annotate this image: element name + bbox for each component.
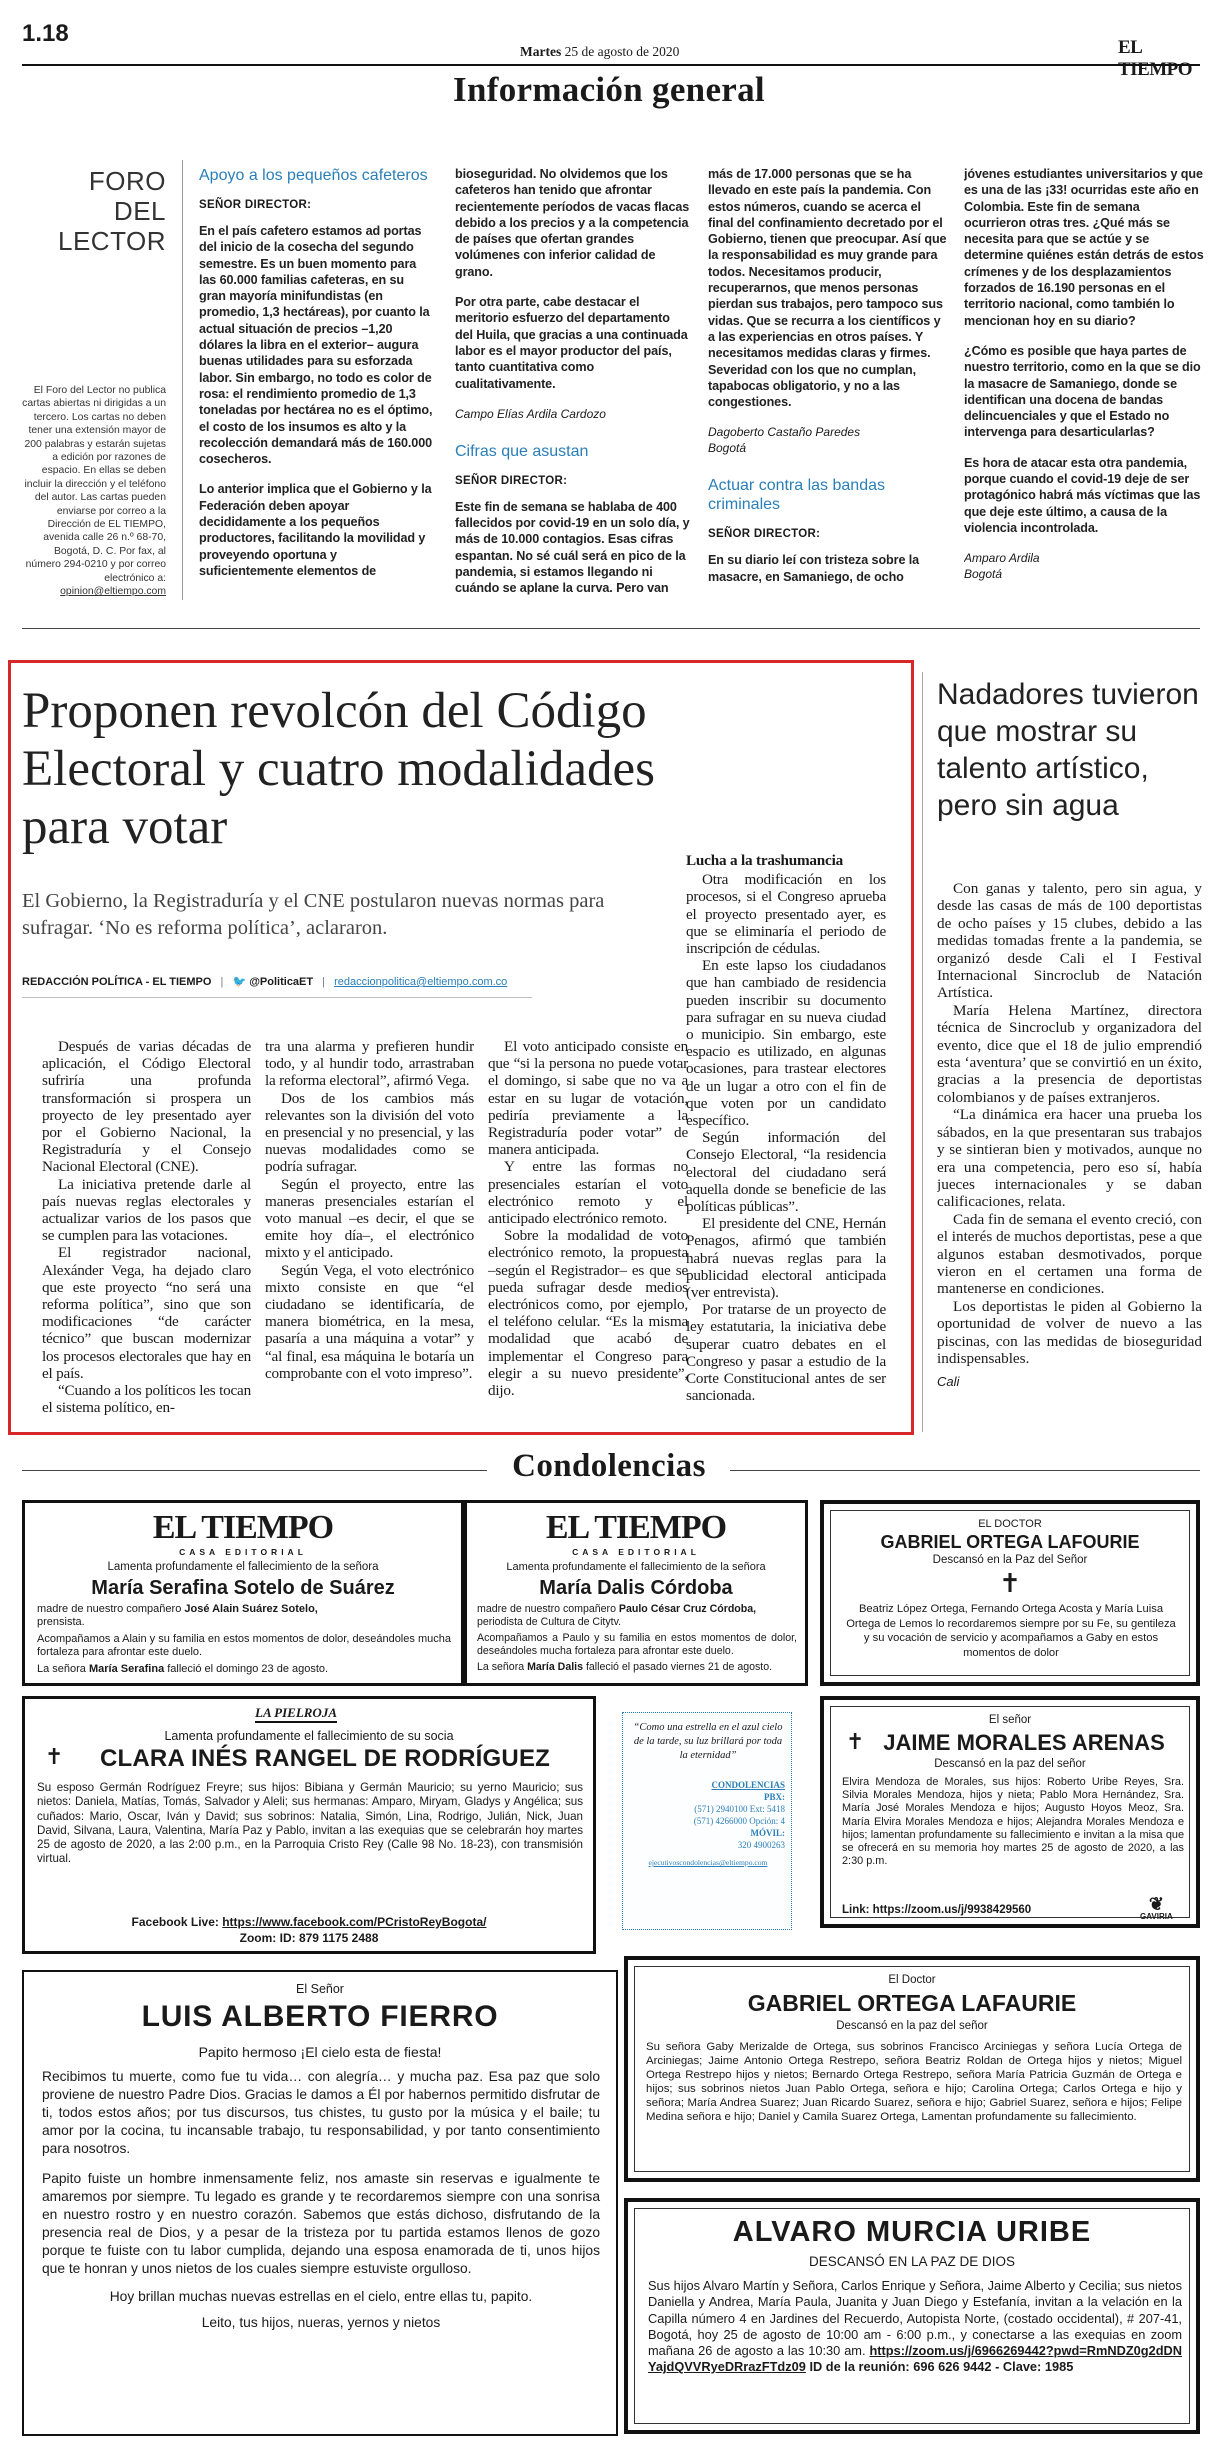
obituary-paragraph: Papito fuiste un hombre inmensamente feliz, nos amaste sin reservas e igualmente te amaremos por siempre. Tu legado es grande y te recordaremos siempre con una sonrisa en nuestro rostro y en nuestro corazón. Sabemos que estás dichoso, disfrutando de la presencia real de Dios, y a pesar de la tristeza por tu partida estamos llenos de gozo porque te fuiste con tu labor cumplida, dejando una esposa enamorada de ti, unos hijos que te honran y unos nietos de los cuales siempre estuviste orgulloso. [42,2171,600,2276]
letter-heading: Apoyo a los pequeños cafeteros [199,167,428,184]
issue-date [520,44,679,60]
letters-col-2 [455,166,691,606]
article-col-4 [686,852,886,1424]
letter-paragraph: Por otra parte, cabe destacar el meritorio esfuerzo del departamento del Huila, que gracias a una continuada labor es el mayor productor del país, tanto cuantitativa como cualitativamente. [455,295,688,391]
relative-name: Paulo César Cruz Córdoba, [618,1603,757,1615]
letters-bottom-rule [22,628,1200,629]
obituary-line: Acompañamos a Paulo y su familia en estos momentos de dolor, deseándoles mucha fortaleza para afrontar este duelo. [477,1632,797,1657]
text: madre de nuestro compañero [477,1603,619,1615]
obituary-name: LUIS ALBERTO FIERRO [141,2000,499,2033]
obituary-name: ALVARO MURCIA URIBE [732,2216,1092,2248]
letter-salutation: SEÑOR DIRECTOR: [199,199,312,211]
foro-note [18,384,166,599]
obituary-box-luis [22,1970,618,2436]
letter-paragraph: En el país cafetero estamos ad portas del inicio de la cosecha del segundo semestre. Es un buen momento para las 60.000 familias cafeteras, en su gran mayoría minifundistas (en promedio, 1,3 hectáreas), por cuanto la actual situación de precios –1,20 dólares la libra en el exterior– augura buenas utilidades para su esforzada labor. Sin embargo, no todo es color de rosa: el rendimiento promedio de 1,3 toneladas por hectárea no es el óptimo, el costo de los insumos es alto y la recolección demandará más de 160.000 cosecheros. [199,224,433,467]
foro-email[interactable]: opinion@eltiempo.com [60,586,166,598]
article-paragraph: El voto anticipado consiste en que “si la persona no puede votar el domingo, si sabe que no va a estar en su lugar de votación, pediría previamente a la Registraduría poder votar” de manera anticipada. [488,1038,688,1159]
el-tiempo-logo: EL TIEMPO [152,1509,334,1546]
obituary-body [648,2278,1182,2376]
obituary-name: María Serafina Sotelo de Suárez [91,1577,395,1599]
side-paragraph: Los deportistas le piden al Gobierno la oportunidad de volver de nuevo a las piscinas, con las medidas de bioseguridad indispensables. [937,1297,1202,1367]
obituary-box-clara [22,1696,596,1954]
article-paragraph: El presidente del CNE, Hernán Penagos, afirmó que también habrá nuevas reglas para la publicidad electoral anticipada (ver entrevista). [686,1215,886,1302]
side-headline: Nadadores tuvieron que mostrar su talento artístico, pero sin agua [937,678,1199,822]
side-divider [922,672,923,1432]
foro-title: FORO DEL LECTOR [58,166,166,256]
article-paragraph: En este lapso los ciudadanos que han cambiado de residencia pueden inscribir su documento para sufragar en su nueva ciudad o municipio. Sin embargo, este espacio es utilizado, en algunas ocasiones, para trastear electores de un lugar a otro con el fin de que voten por un candidato específico. [686,957,886,1130]
obituary-line [477,1661,797,1674]
letter-heading: Actuar contra las bandas criminales [708,477,885,514]
obituary-line: Acompañamos a Alain y su familia en estos momentos de dolor, deseándoles mucha fortaleza para afrontar este duelo. [37,1633,451,1658]
cross-icon: ✝ [999,1569,1021,1599]
foro-note-text: El Foro del Lector no publica cartas abiertas ni dirigidas a un tercero. Los cartas no deben tener una extensión mayor de 200 palabras y estarán sujetas a edición por razones de espacio. En ellas se deben incluir la dirección y el teléfono del autor. Las cartas pueden enviarse por correo a la Dirección de EL TIEMPO, avenida calle 26 n.º 68-70, Bogotá, D. C. Por fax, al número 294-0210 y por correo electrónico a: [22,385,166,584]
obituary-body [477,1603,797,1674]
obituary-box-ortega-1 [820,1500,1200,1686]
twitter-icon: 🐦 [232,976,247,988]
obituary-body: Su señora Gaby Merizalde de Ortega, sus sobrinos Francisco Arciniegas y señora Lucía Ortega de Arciniegas; Jaime Antonio Ortega Restrepo, señora Beatriz Roldan de Ortega hijos y nietos; Miguel Ortega Restrepo hijos y nietos; Bernardo Ortega Restrepo, señora María Patricia Guzmán de Ortega e hijos; sus sobrinos nietos Juan Pablo Ortega, señora e hijo; Carolina Ortega; Carlos Ortega e hijo y señora; María Andrea Suarez; Juan Ricardo Suarez, señora e hijo; Gabriel Suarez, señora e hijos; Felipe Medina señora e hijo; Daniel y Camila Suarez Ortega, Lamentan profundamente su fallecimiento. [646,2041,1182,2123]
zoom-id: Zoom: ID: 879 1175 2488 [239,1931,379,1945]
obituary-subtitle: Descansó en la Paz del Señor [932,1554,1088,1566]
article-headline: Proponen revolcón del Código Electoral y cuatro modalidades para votar [22,683,655,855]
obituary-name: María Dalis Córdoba [539,1577,733,1599]
article-paragraph: Y entre las formas no presenciales estarían el voto electrónico remoto y el anticipado electrónico remoto. [488,1158,688,1228]
letter-heading: Cifras que asustan [455,442,589,460]
meeting-id: ID de la reunión: 696 626 9442 - Clave: 1985 [805,2359,1074,2375]
obituary-subtitle: DESCANSÓ EN LA PAZ DE DIOS [808,2254,1016,2269]
letter-signature: Campo Elías Ardila Cardozo [455,406,606,421]
letter-paragraph: ¿Cómo es posible que haya partes de nuestro territorio, como en la que se dio la masacre de Samaniego, donde se identifican una docena de bandas delincuenciales y que el Estado no intervenga para desarticularlas? [964,343,1201,440]
article-paragraph: Según el proyecto, entre las maneras presenciales estarían el voto manual –es decir, el que se emite hoy día–, el electrónico mixto y el anticipado. [265,1175,474,1262]
obituary-body: Elvira Mendoza de Morales, sus hijos: Roberto Uribe Reyes, Sra. Silvia Morales Mendoza, hijos y nieta; Pablo Mora Hernández, Sra. María José Morales Mendoza e hijos; Augusto Hoyos Meoz, Sra. María Elvira Morales Mendoza e hijos; Alejandra Morales Mendoza e hijos; lamentan profundamente su fallecimiento e invitan a la misa que se ofrecerá en su memoria hoy martes 25 de agosto de 2020, a las 2:30 p.m. [842,1776,1184,1868]
ad-pbx-label: PBX: [764,1792,785,1802]
byline-text: REDACCIÓN POLÍTICA - EL TIEMPO [22,976,212,988]
obituary-lamenta: Lamenta profundamente el fallecimiento de la señora [107,1561,379,1573]
side-body [937,880,1202,1420]
deceased-name: María Serafina [88,1663,165,1675]
byline-email[interactable]: redaccionpolitica@eltiempo.com.co [334,976,508,988]
obituary-subtitle: Papito hermoso ¡El cielo esta de fiesta! [198,2044,442,2060]
facebook-label: Facebook Live: [131,1915,223,1929]
obituary-body [42,2068,600,2332]
text: La señora [477,1661,528,1673]
obituary-subtitle: Descansó en la paz del señor [934,1758,1086,1770]
letter-salutation: SEÑOR DIRECTOR: [455,474,568,487]
condolencias-rule-right [730,1470,1200,1471]
gaviria-text: GAVIRIA [1140,1912,1173,1921]
obituary-box-ortega-2 [624,1956,1200,2182]
letter-city: Bogotá [964,567,1003,582]
ad-title: CONDOLENCIAS [711,1780,785,1790]
article-paragraph: Sobre la modalidad de voto electrónico remoto, la propuesta –según el Registrador– es que se pueda sufragar desde medios electrónicos como, por ejemplo, el teléfono celular. “Es la misma modalidad que acabó de implementar el Congreso para elegir a su nuevo presidente”, dijo. [488,1227,688,1400]
cross-icon: ✝ [45,1745,64,1770]
letters-col-3 [708,166,948,606]
byline-twitter[interactable]: @PoliticaET [249,976,314,988]
obituary-signature: Leito, tus hijos, nueras, yernos y nietos [201,2315,441,2330]
letter-paragraph: En su diario leí con tristeza sobre la masacre, en Samaniego, de ocho [708,553,920,584]
date-rest: 25 de agosto de 2020 [564,44,680,59]
side-paragraph: María Helena Martínez, directora técnica de Sincroclub y organizadora del evento, dice que el 18 de julio emprendió esta ‘aventura’ que se convirtió en un éxito, gracias a la presencia de deportistas colombianos y de países extranjeros. [937,1001,1202,1106]
obituary-box-alvaro [624,2198,1200,2434]
zoom-link[interactable]: https://zoom.us/j/6966269442?pwd=RmNDZ0g2dDNYajdQVVRyeDRrazFTdz09 [648,2343,1182,2375]
gaviria-logo [1140,1896,1173,1921]
side-paragraph: “La dinámica era hacer una prueba los sábados, en la que presentaran sus trabajos y se sintieran bien y motivados, aunque no era una competencia, pero eso sí, había jueces internacionales y se daban calificaciones, relata. [937,1106,1202,1211]
condolencias-ad-box [622,1712,792,1930]
letter-paragraph: Este fin de semana se hablaba de 400 fallecidos por covid-19 en un solo día, y más de 10.000 contagios. Esas cifras espantan. No sé cuál será en pico de la pandemia, si estamos llegando ni cuándo se aplane la curva. Pero van [455,499,690,596]
ad-mobile-label: MÓVIL: [750,1828,785,1838]
side-paragraph: Cada fin de semana el evento creció, con el interés de muchos deportistas, pese a que algunos estaban desmotivados, porque vieron en el certamen una forma de mantenerse en condiciones. [937,1210,1202,1298]
obituary-subtitle: Descansó en la paz del señor [836,2020,988,2032]
letter-paragraph: Lo anterior implica que el Gobierno y la Federación deben apoyar decididamente a los pequeños productores, facilitando la movilidad y proveyendo oportuna y suficientemente elementos de [199,482,432,578]
article-col-1 [42,1038,251,1423]
article-paragraph: tra una alarma y prefieren hundir todo, y al hundir todo, arrastraban la reforma electoral”, afirmó Vega. [265,1038,474,1090]
ad-phone[interactable]: (571) 2940100 Ext: 5418 [694,1804,785,1814]
obituary-line [37,1663,451,1676]
obituary-body: Beatriz López Ortega, Fernando Ortega Acosta y María Luisa Ortega de Lemos lo recordaremos siempre por su Fe, su gentileza y su vocación de servicio y acompañamos a Gaby en estos momentos de dolor [846,1603,1176,1659]
side-city: Cali [937,1374,960,1390]
article-paragraph: Según información del Consejo Electoral, “la residencia electoral del ciudadano será aquella donde se beneficie de las políticas públicas”. [686,1129,886,1216]
obituary-text: Sus hijos Alvaro Martín y Señora, Carlos Enrique y Señora, Jaime Alberto y Cecilia; sus nietos Daniella y Andrea, María Paula, Juanita y Juan Diego y Estefanía, invitan a la velación en la Capilla número 4 en Jardines del Recuerdo, Autopista Norte, (costado occidental), # 207-41, Bogotá, hoy 25 de agosto de 10:00 am - 6:00 p.m., y conectarse a las exequias en zoom mañana 26 de agosto a las 10:30 am. [648,2278,1182,2359]
article-col-3 [488,1038,688,1423]
obituary-name: GABRIEL ORTEGA LAFOURIE [880,1532,1140,1552]
deceased-name: María Dalis [527,1661,584,1673]
ad-quote: “Como una estrella en el azul cielo de la tarde, su luz brillará por toda la eternidad” [633,1722,783,1761]
facebook-link[interactable]: https://www.facebook.com/PCristoReyBogota/ [222,1915,487,1929]
article-paragraph: “Cuando a los políticos les tocan el sistema político, en- [42,1382,251,1417]
obituary-line: prensista. [37,1616,85,1628]
el-tiempo-logo: EL TIEMPO [545,1509,727,1546]
section-title: Información general [453,70,765,109]
article-paragraph: Por tratarse de un proyecto de ley estatutaria, la iniciativa debe superar cuatro debates en el Congreso y pasar a estudio de la Corte Constitucional antes de ser sancionada. [686,1301,886,1405]
letters-col-1 [199,166,433,606]
letter-salutation: SEÑOR DIRECTOR: [708,528,821,541]
gaviria-icon: ❦ [1148,1894,1164,1914]
letter-paragraph: jóvenes estudiantes universitarios y que es una de las ¡33! ocurridas este año en Colombia. Este fin de semana ocurrieron otras tres. ¿Qué más se necesita para que se actúe y se determine quiénes están detrás de estos crímenes y de los desplazamientos forzados de 16.190 personas en el territorio nacional, como también lo mencionan hoy en su diario? [964,167,1204,328]
text: falleció el pasado viernes 21 de agosto. [583,1661,773,1673]
obituary-paragraph: Recibimos tu muerte, como fue tu vida… con alegría… y mucha paz. Esa paz que solo proviene de nuestro Padre Dios. Gracias le damos a Él por habernos permitido disfrutar de ti, todos estos años; por tus discursos, tus chistes, tu gusto por la música y el baile; tu amor por la cocina, tu incansable trabajo, tu responsabilidad, y por tanto consentimiento para nosotros. [42,2069,600,2156]
obituary-box-jaime [820,1696,1200,1928]
text: La señora [37,1663,89,1675]
ad-phone[interactable]: (571) 4266000 Opción: 4 [693,1816,785,1826]
obituary-body: Su esposo Germán Rodríguez Freyre; sus hijos: Bibiana y Germán Mauricio; su yerno Mauricio; sus nietos: Daniela, Matías, Tomás, Salvador y Aleli; sus hermanas: Amparo, Miryam, Gladys y Angélica; sus cuñados: Mario, Oscar, Iván y David; sus sobrinos: Natalia, Simón, Lina, Rodrigo, Julián, Nick, Juan David, Silvana, Laura, Valentina, María Paz y Pablo, invitan a las exequias que se celebrarán hoy martes 25 de agosto de 2020, a las 2:00 p.m., en la Parroquia Cristo Rey (Calle 98 No. 18-23), con transmisión virtual. [37,1781,583,1866]
obituary-title-prefix: El señor [988,1714,1032,1726]
letter-city: Bogotá [708,441,747,456]
article-deck: El Gobierno, la Registraduría y el CNE postularon nuevas normas para sufragar. ‘No es reforma política’, aclararon. [22,890,605,939]
obituary-box-serafina [22,1500,464,1686]
article-paragraph: Después de varias décadas de aplicación, el Código Electoral sufriría una profunda transformación si prospera un proyecto de ley presentado ayer por el Gobierno Nacional, la Registraduría y el Consejo Nacional Electoral (CNE). [42,1038,251,1176]
cross-icon: ✝ [846,1730,865,1755]
article-col-2 [265,1038,474,1423]
obituary-name: CLARA INÉS RANGEL DE RODRÍGUEZ [99,1745,551,1772]
letter-paragraph: más de 17.000 personas que se ha llevado en este país la pandemia. Con estos números, cuando se acerca el final del confinamiento decretado por el Gobierno, tienen que preocupar. Así que la responsabilidad es muy grande para todos. Necesitamos producir, recuperarnos, que menos personas pierdan sus trabajos, pero tampoco sus vidas. Que se recurra a los científicos y a las experiencias en otros países. Y necesitamos medidas claras y firmes. Severidad con los que no cumplan, tapabocas obligatorio, y no a las congestiones. [708,167,947,410]
obituary-body [37,1603,451,1676]
article-paragraph: Dos de los cambios más relevantes son la división del voto en presencial y no presencial, y las nuevas modalidades como se podría sufragar. [265,1089,474,1176]
article-paragraph: El registrador nacional, Alexánder Vega, ha dejado claro que este proyecto “no será una reforma política”, sino que son modificaciones “de carácter técnico” que buscan modernizar los procesos electorales que hay en el país. [42,1244,251,1382]
article-byline: REDACCIÓN POLÍTICA - EL TIEMPO | 🐦 @PoliticaET | redaccionpolitica@eltiempo.com.co [22,976,508,988]
obituary-line [477,1603,797,1616]
obituary-name: JAIME MORALES ARENAS [883,1730,1165,1755]
letters-col-4 [964,166,1204,606]
obituary-title-prefix: El Doctor [888,1974,936,1986]
obituary-lamenta: Lamenta profundamente el fallecimiento de su socia [164,1729,454,1743]
facebook-line [25,1915,593,1929]
obituary-lamenta: Lamenta profundamente el fallecimiento de la señora [506,1561,766,1573]
obituary-box-dalis [464,1500,808,1686]
obituary-line: periodista de Cultura de Citytv. [477,1616,622,1628]
obituary-line [37,1603,451,1616]
zoom-link[interactable]: Link: https://zoom.us/j/9938429560 [842,1904,1032,1916]
condolencias-title: Condolencias [512,1448,706,1484]
ad-contact [631,1779,785,1869]
article-paragraph: Otra modificación en los procesos, si el Congreso aprueba el proyecto presentado ayer, es que se eliminaría el periodo de inscripción de cédulas. [686,871,886,958]
header-rule [22,64,1200,66]
page-number: 1.18 [22,20,69,47]
foro-divider [182,160,183,600]
byline-rule [22,997,532,998]
masthead-logo: EL TIEMPO [1118,37,1193,80]
la-pielroja-logo: LA PIELROJA [255,1705,337,1723]
ad-mobile[interactable]: 320 4900263 [737,1840,785,1850]
letter-paragraph: bioseguridad. No olvidemos que los cafeteros han tenido que afrontar recientemente períodos de vacas flacas debido a los precios y a la competencia de países que ofertan grandes volúmenes con inferior calidad de grano. [455,167,690,279]
obituary-title-prefix: El Señor [296,1982,344,1996]
logo-subtitle: CASA EDITORIAL [572,1547,700,1557]
ad-email[interactable]: ejecutivoscondolencias@eltiempo.com [648,1858,768,1867]
logo-subtitle: CASA EDITORIAL [179,1547,307,1557]
obituary-title-prefix: EL DOCTOR [978,1518,1042,1530]
letter-signature: Dagoberto Castaño Paredes [708,425,861,440]
letter-signature: Amparo Ardila [964,551,1040,566]
article-paragraph: La iniciativa pretende darle al país nuevas reglas electorales y actualizar varios de los pasos que se cumplen para las votaciones. [42,1175,251,1245]
obituary-paragraph: Hoy brillan muchas nuevas estrellas en el cielo, entre ellas tu, papito. [109,2289,533,2304]
text: falleció el domingo 23 de agosto. [164,1663,329,1675]
side-paragraph: Con ganas y talento, pero sin agua, y desde las casas de más de 100 deportistas de ocho países y 15 clubes, debido a las medidas tomadas frente a la pandemia, se organizó desde Cali el I Festival Internacional Sincroclub de Natación Artística. [937,880,1202,1002]
date-day: Martes [520,44,562,59]
article-subhead: Lucha a la trashumancia [686,852,843,869]
letter-paragraph: Es hora de atacar esta otra pandemia, porque cuando el covid-19 deje de ser protagónico habrá más víctimas que las que deje este último, a causa de la violencia incontrolada. [964,455,1201,535]
relative-name: José Alain Suárez Sotelo, [184,1603,318,1615]
obituary-name: GABRIEL ORTEGA LAFAURIE [747,1990,1077,2016]
text: madre de nuestro compañero [37,1603,185,1615]
article-paragraph: Según Vega, el voto electrónico mixto consiste en que “el ciudadano se identificaría, de manera biométrica, en la mesa, pasaría a una máquina a votar” y “al final, esa máquina le botaría un comprobante con el voto impreso”. [265,1261,474,1382]
